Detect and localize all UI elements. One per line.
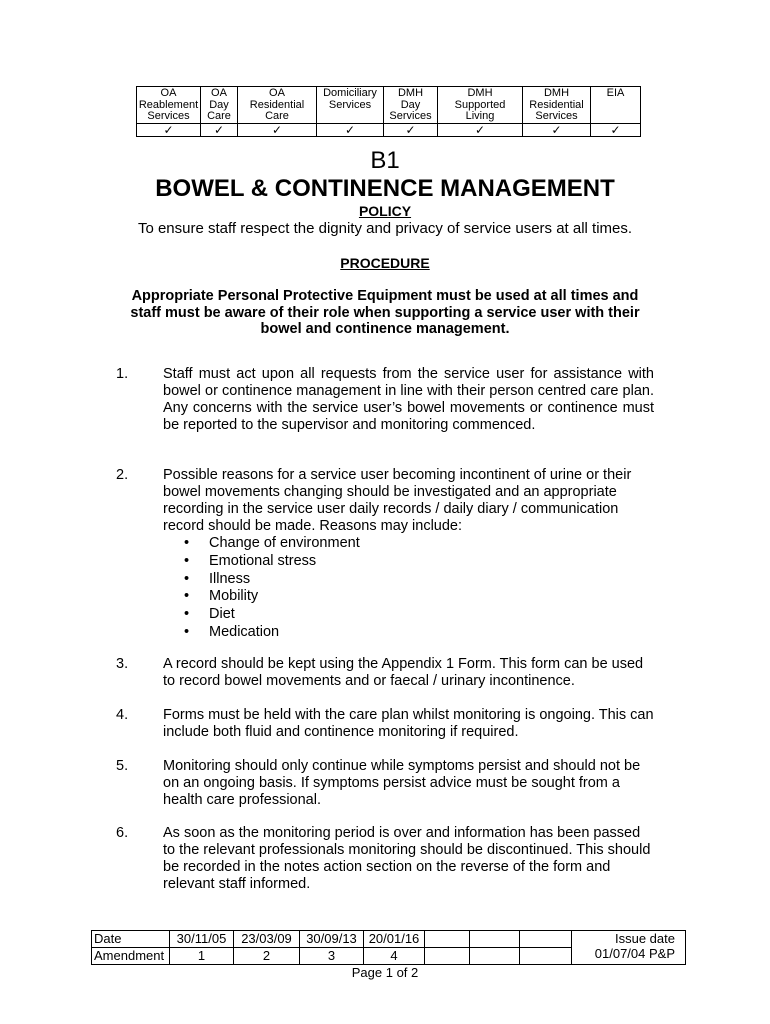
- amendment-cell: 1: [170, 948, 234, 965]
- service-col-oa-residential: OA Residential Care: [238, 87, 317, 124]
- ppe-notice: Appropriate Personal Protective Equipment must be used at all times and staff must be aware of their role when supporting a service user with their bowel and continence management.: [130, 288, 640, 337]
- service-col-oa-reablement: OA Reablement Services: [137, 87, 201, 124]
- policy-heading: POLICY: [358, 203, 412, 219]
- bullet-icon: •: [184, 535, 190, 551]
- date-cell: 30/11/05: [170, 931, 234, 948]
- service-col-eia: EIA: [591, 87, 641, 124]
- issue-date-cell: [572, 931, 686, 965]
- amendment-table: [91, 930, 686, 965]
- date-cell: 23/03/09: [234, 931, 300, 948]
- check-icon: ✓: [201, 123, 238, 136]
- amendment-cell: [520, 948, 572, 965]
- check-icon: ✓: [523, 123, 591, 136]
- check-icon: ✓: [137, 123, 201, 136]
- date-label: Date: [92, 931, 170, 948]
- service-header-row: [137, 87, 641, 124]
- list-item: • Illness: [184, 570, 251, 587]
- item-number: 3.: [116, 656, 129, 672]
- reasons-list: [163, 535, 654, 642]
- date-cell: [520, 931, 572, 948]
- item-number: 4.: [116, 707, 129, 723]
- date-cell: 20/01/16: [364, 931, 425, 948]
- service-applicability-table: [136, 86, 641, 137]
- date-cell: [425, 931, 470, 948]
- list-item: • Emotional stress: [184, 552, 317, 569]
- item-number: 5.: [116, 758, 129, 774]
- item-text: A record should be kept using the Appendix 1 Form. This form can be used to record bowel movements and or faecal / urinary incontinence.: [163, 656, 644, 689]
- list-item: • Medication: [184, 623, 280, 640]
- document-code: B1: [370, 147, 400, 174]
- date-cell: 30/09/13: [300, 931, 364, 948]
- item-body: [163, 467, 654, 642]
- service-col-dmh-supported-living: DMH Supported Living: [438, 87, 523, 124]
- service-col-dmh-residential: DMH Residential Services: [523, 87, 591, 124]
- item-text: Possible reasons for a service user becoming incontinent of urine or their bowel movements changing should be investigated and an appropriate recording in the service user daily records / daily diary / communication record should be made. Reasons may include:: [163, 467, 632, 534]
- item-number: 6.: [116, 825, 129, 841]
- service-col-dmh-day: DMH Day Services: [384, 87, 438, 124]
- bullet-icon: •: [184, 623, 190, 640]
- amendment-cell: 4: [364, 948, 425, 965]
- policy-text: To ensure staff respect the dignity and privacy of service users at all times.: [137, 220, 633, 237]
- check-icon: ✓: [317, 123, 384, 136]
- check-icon: ✓: [238, 123, 317, 136]
- service-col-domiciliary: Domiciliary Services: [317, 87, 384, 124]
- item-text: Staff must act upon all requests from the service user for assistance with bowel or continence management in line with their person centred care plan. Any concerns with the service user’s bowel movements or continence must be reported to the supervisor and monitoring commenced.: [163, 366, 654, 433]
- bullet-icon: •: [184, 570, 190, 587]
- item-text: As soon as the monitoring period is over and information has been passed to the relevant professionals monitoring should be discontinued. This should be recorded in the notes action section on the reverse of the form and relevant staff informed.: [163, 825, 651, 892]
- procedure-heading: PROCEDURE: [340, 255, 430, 271]
- page-number: Page 1 of 2: [351, 965, 419, 980]
- bullet-icon: •: [184, 552, 190, 569]
- issue-date-label: Issue date: [615, 931, 675, 946]
- item-text: Forms must be held with the care plan whilst monitoring is ongoing. This can include both fluid and continence monitoring if required.: [163, 707, 654, 740]
- date-cell: [470, 931, 520, 948]
- amendment-label: Amendment: [92, 948, 170, 965]
- list-item: • Change of environment: [184, 535, 360, 551]
- check-icon: ✓: [438, 123, 523, 136]
- check-icon: ✓: [384, 123, 438, 136]
- item-text: Monitoring should only continue while symptoms persist and should not be on an ongoing basis. If symptoms persist advice must be sought from a health care professional.: [163, 758, 641, 808]
- bullet-icon: •: [184, 588, 190, 605]
- document-title: BOWEL & CONTINENCE MANAGEMENT: [155, 175, 615, 202]
- service-col-oa-day-care: OA Day Care: [201, 87, 238, 124]
- check-icon: ✓: [591, 123, 641, 136]
- amendment-cell: 2: [234, 948, 300, 965]
- issue-date-value: 01/07/04 P&P: [594, 946, 675, 961]
- list-item: • Diet: [184, 606, 235, 623]
- item-number: 2.: [116, 467, 129, 483]
- item-number: 1.: [116, 366, 129, 382]
- list-item: • Mobility: [184, 588, 259, 605]
- amendment-cell: 3: [300, 948, 364, 965]
- amendment-cell: [425, 948, 470, 965]
- date-row: [92, 931, 686, 948]
- bullet-icon: •: [184, 606, 190, 623]
- amendment-cell: [470, 948, 520, 965]
- service-tick-row: [137, 123, 641, 136]
